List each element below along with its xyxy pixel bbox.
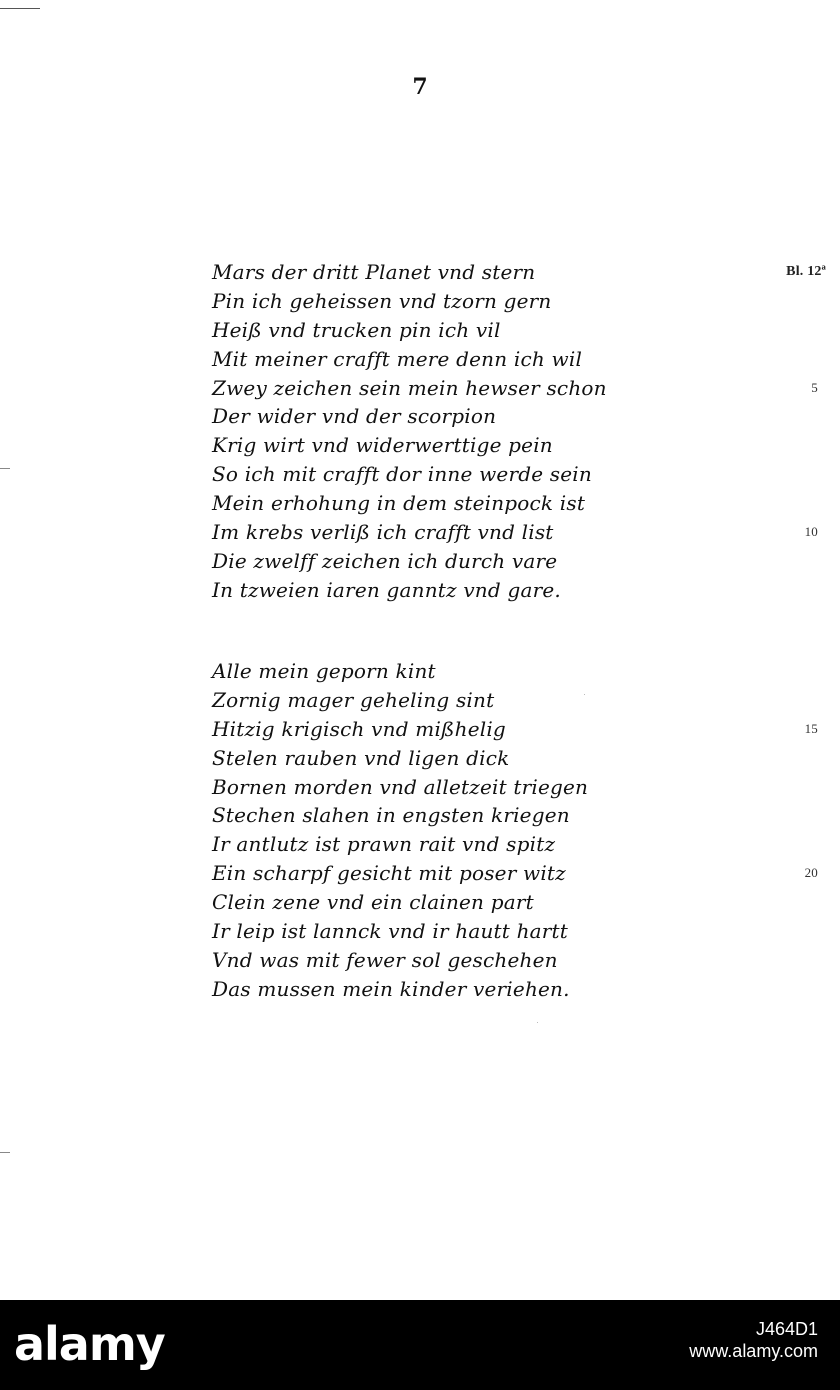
- verse-line: [212, 287, 832, 316]
- image-id: J464D1: [755, 1319, 818, 1339]
- verse-line: [212, 975, 832, 1004]
- verse-text: Das mussen mein kinder veriehen.: [212, 976, 570, 1001]
- verse-text: Ein scharpf gesicht mit poser witz: [212, 861, 566, 886]
- verse-text: Die zwelff zeichen ich durch vare: [212, 548, 558, 573]
- verse-text: Ir leip ist lannck vnd ir hautt hartt: [212, 919, 569, 944]
- verse-text: Hitzig krigisch vnd mißhelig: [212, 716, 506, 741]
- verse-text: Pin ich geheissen vnd tzorn gern: [212, 288, 552, 313]
- verse-text: Krig wirt vnd widerwerttige pein: [212, 433, 553, 458]
- page-number: 7: [412, 74, 428, 100]
- verse-text: Stechen slahen in engsten kriegen: [212, 803, 570, 828]
- stanza-2: [212, 657, 832, 1004]
- scan-speck: [537, 1022, 538, 1023]
- verse-line: [212, 576, 832, 605]
- verse-line: [212, 518, 832, 547]
- verse-text: Heiß vnd trucken pin ich vil: [212, 317, 501, 342]
- verse-line: [212, 773, 832, 802]
- verse-line: [212, 657, 832, 686]
- verse-line: [212, 345, 832, 374]
- verse-line: [212, 402, 832, 431]
- verse-text: So ich mit crafft dor inne werde sein: [212, 462, 592, 487]
- verse-line: [212, 859, 832, 888]
- verse-line: [212, 830, 832, 859]
- verse-text: Clein zene vnd ein clainen part: [212, 890, 534, 915]
- image-credit: [689, 1318, 818, 1362]
- line-number: 10: [804, 524, 818, 540]
- verse-line: [212, 316, 832, 345]
- line-number: 20: [804, 865, 818, 881]
- scan-edge-mark: [0, 1152, 10, 1153]
- line-number: 15: [804, 720, 818, 736]
- verse-text: Vnd was mit fewer sol geschehen: [212, 947, 558, 972]
- line-number: 5: [811, 379, 818, 395]
- folio-reference: Bl. 12ª: [786, 264, 826, 279]
- verse-text: Der wider vnd der scorpion: [212, 404, 497, 429]
- verse-text: Mein erhohung in dem steinpock ist: [212, 491, 586, 516]
- verse-line: [212, 460, 832, 489]
- verse-line: [212, 374, 832, 403]
- verse-text: Alle mein geporn kint: [212, 659, 436, 683]
- verse-line: [212, 686, 832, 715]
- scan-corner-mark: [0, 8, 40, 9]
- verse-text: Zornig mager geheling sint: [212, 687, 495, 712]
- verse-line: [212, 431, 832, 460]
- verse-text: Zwey zeichen sein mein hewser schon: [212, 375, 607, 400]
- verse-text: Bornen morden vnd alletzeit triegen: [212, 774, 589, 799]
- site-url: www.alamy.com: [689, 1341, 818, 1361]
- verse-line: [212, 489, 832, 518]
- verse-text: Mit meiner crafft mere denn ich wil: [212, 346, 583, 371]
- verse-text: In tzweien iaren ganntz vnd gare.: [212, 577, 561, 602]
- watermark-footer-bar: [0, 1300, 840, 1390]
- stanza-1: [212, 258, 832, 605]
- verse-text: Mars der dritt Planet vnd stern: [212, 260, 536, 284]
- verse-line: [212, 744, 832, 773]
- verse-text: Im krebs verliß ich crafft vnd list: [212, 520, 554, 545]
- scan-speck: [584, 694, 585, 695]
- verse-line: [212, 715, 832, 744]
- verse-text: Ir antlutz ist prawn rait vnd spitz: [212, 832, 556, 857]
- verse-text: Stelen rauben vnd ligen dick: [212, 745, 510, 770]
- verse-line: [212, 547, 832, 576]
- verse-line: [212, 946, 832, 975]
- alamy-logo: alamy: [14, 1317, 165, 1371]
- verse-line: [212, 888, 832, 917]
- verse-line: [212, 258, 832, 287]
- verse-line: [212, 801, 832, 830]
- verse-line: [212, 917, 832, 946]
- scan-edge-mark: [0, 468, 10, 469]
